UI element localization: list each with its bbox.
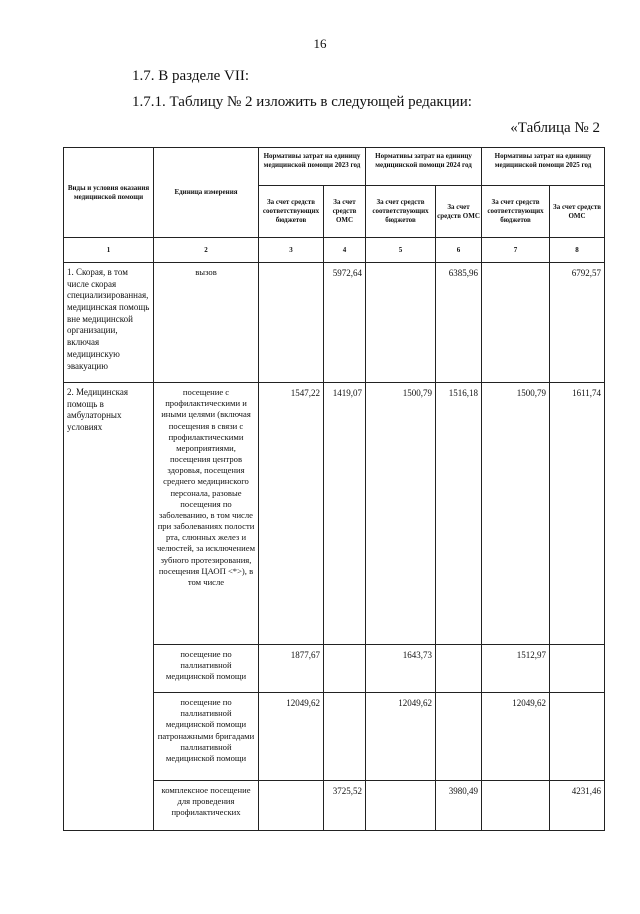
value-cell	[324, 645, 366, 693]
header-2025: Нормативы затрат на единицу медицинской помощи 2025 год	[482, 148, 605, 186]
subheader-budget-2023: За счет средств соответствующих бюджетов	[259, 186, 324, 238]
value-cell: 12049,62	[259, 693, 324, 781]
value-cell: 1500,79	[482, 383, 550, 645]
col-number: 7	[482, 238, 550, 263]
row-unit: посещение с профилактическими и иными целями (включая посещения в связи с профилактическими мероприятиями, посещения центров здоровья, посещения среднего медицинского персонала, разовые посещения по заболеванию, в том числе при заболеваниях полости рта, слюнных желез и челюстей, за исключением зубного протезирования, посещения ЦАОП <*>), в том числе	[154, 383, 259, 645]
col-number: 6	[436, 238, 482, 263]
table-caption: «Таблица № 2	[510, 120, 600, 136]
value-cell: 6792,57	[550, 263, 605, 383]
header-2023: Нормативы затрат на единицу медицинской помощи 2023 год	[259, 148, 366, 186]
value-cell: 6385,96	[436, 263, 482, 383]
value-cell	[436, 645, 482, 693]
value-cell: 1611,74	[550, 383, 605, 645]
value-cell	[550, 693, 605, 781]
value-cell	[550, 645, 605, 693]
value-cell: 1877,67	[259, 645, 324, 693]
row-unit: комплексное посещение для проведения профилактических	[154, 781, 259, 831]
col-number: 2	[154, 238, 259, 263]
row-unit: вызов	[154, 263, 259, 383]
col-number: 5	[366, 238, 436, 263]
col-number: 8	[550, 238, 605, 263]
row-kind-ambulance: 1. Скорая, в том числе скорая специализированная, медицинская помощь вне медицинской организации, включая медицинскую эвакуацию	[64, 263, 154, 383]
value-cell	[259, 781, 324, 831]
value-cell	[324, 693, 366, 781]
subheader-oms-2023: За счет средств ОМС	[324, 186, 366, 238]
subheader-oms-2025: За счет средств ОМС	[550, 186, 605, 238]
subheader-oms-2024: За счет средств ОМС	[436, 186, 482, 238]
value-cell	[259, 263, 324, 383]
row-unit: посещение по паллиативной медицинской помощи патронажными бригадами паллиативной медицинской помощи	[154, 693, 259, 781]
header-2024: Нормативы затрат на единицу медицинской помощи 2024 год	[366, 148, 482, 186]
value-cell: 3980,49	[436, 781, 482, 831]
col-number: 1	[64, 238, 154, 263]
page-number: 16	[313, 36, 327, 51]
subheader-budget-2024: За счет средств соответствующих бюджетов	[366, 186, 436, 238]
header-kind: Виды и условия оказания медицинской помощи	[64, 148, 154, 238]
value-cell	[366, 263, 436, 383]
value-cell: 1419,07	[324, 383, 366, 645]
subsection-heading: 1.7.1. Таблицу № 2 изложить в следующей редакции:	[132, 94, 472, 110]
value-cell	[366, 781, 436, 831]
value-cell: 1516,18	[436, 383, 482, 645]
value-cell	[482, 781, 550, 831]
table-row	[64, 383, 605, 645]
table-row	[64, 263, 605, 383]
value-cell: 12049,62	[366, 693, 436, 781]
section-heading: 1.7. В разделе VII:	[132, 68, 249, 84]
value-cell: 12049,62	[482, 693, 550, 781]
subheader-budget-2025: За счет средств соответствующих бюджетов	[482, 186, 550, 238]
row-kind-ambulatory: 2. Медицинская помощь в амбулаторных условиях	[64, 383, 154, 831]
col-number: 3	[259, 238, 324, 263]
value-cell: 1500,79	[366, 383, 436, 645]
header-unit: Единица измерения	[154, 148, 259, 238]
col-number: 4	[324, 238, 366, 263]
value-cell	[482, 263, 550, 383]
value-cell: 3725,52	[324, 781, 366, 831]
row-unit: посещение по паллиативной медицинской помощи	[154, 645, 259, 693]
value-cell	[436, 693, 482, 781]
value-cell: 1643,73	[366, 645, 436, 693]
value-cell: 1512,97	[482, 645, 550, 693]
value-cell: 4231,46	[550, 781, 605, 831]
value-cell: 1547,22	[259, 383, 324, 645]
value-cell: 5972,64	[324, 263, 366, 383]
normatives-table	[63, 147, 605, 831]
